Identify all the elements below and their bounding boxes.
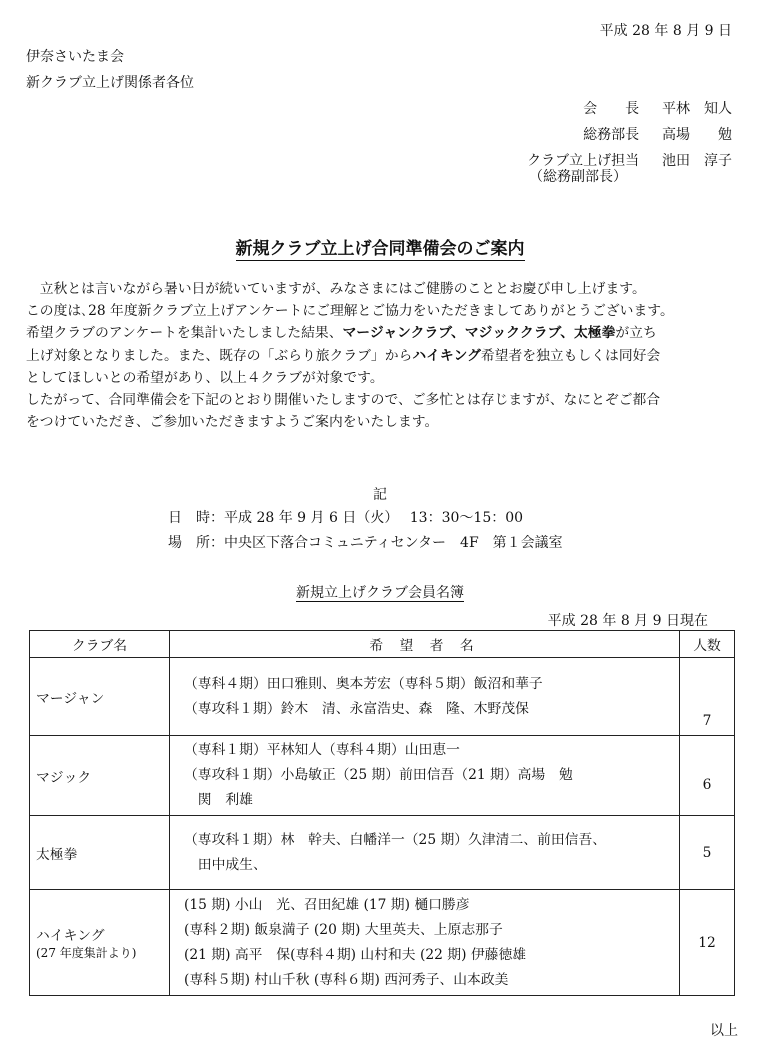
table-title-text: 新規立上げクラブ会員名簿 xyxy=(296,585,464,601)
body-paragraph: この度は､28 年度新クラブ立上げアンケートにご理解とご協力をいただきましてありがとうございます。 xyxy=(26,303,674,320)
document-title xyxy=(0,234,760,259)
club-name: マジック xyxy=(30,736,170,816)
signatory-role: 会 長 xyxy=(583,101,640,117)
body-paragraph: 希望クラブのアンケートを集計いたしました結果、マージャンクラブ、マジッククラブ、太極拳が立ち xyxy=(26,325,657,342)
signatory-role: 総務部長 xyxy=(583,127,640,143)
ki-heading: 記 xyxy=(373,487,387,503)
table-title xyxy=(0,582,760,602)
document-title-text: 新規クラブ立上げ合同準備会のご案内 xyxy=(235,239,525,259)
member-list: （専科１期）平林知人（専科４期）山田恵一 （専攻科１期）小島敏正（25 期）前田信吾（21 期）高場 勉 関 利雄 xyxy=(170,736,680,816)
signatory-name: 高場 勉 xyxy=(662,127,732,143)
header-club: クラブ名 xyxy=(30,631,170,658)
meeting-place: 場 所：中央区下落合コミュニティセンター 4F 第１会議室 xyxy=(168,535,563,551)
signatory-role: クラブ立上げ担当 xyxy=(527,153,640,169)
table-header-row xyxy=(30,631,735,658)
signatory-name: 平林 知人 xyxy=(662,101,732,117)
body-paragraph: 上げ対象となりました。また、既存の「ぶらり旅クラブ」からハイキング希望者を独立もしくは同好会 xyxy=(26,347,661,364)
member-list: （専科４期）田口雅則、奥本芳宏（専科５期）飯沼和華子 （専攻科１期）鈴木 清、永富浩史、森 隆、木野茂保 xyxy=(170,658,680,736)
member-list: （専攻科１期）林 幹夫、白幡洋一（25 期）久津清二、前田信吾、 田中成生、 xyxy=(170,816,680,890)
emphasis-hiking: ハイキング xyxy=(412,347,481,364)
body-text xyxy=(26,278,738,433)
meeting-datetime: 日 時：平成 28 年 9 月 6 日（火） 13：30～15：00 xyxy=(168,510,524,526)
member-count: 12 xyxy=(680,890,735,996)
club-name: マージャン xyxy=(30,658,170,736)
member-count: 6 xyxy=(680,736,735,816)
addressee-org: 伊奈さいたま会 xyxy=(26,49,124,65)
body-paragraph: としてほしいとの希望があり、以上４クラブが対象です。 xyxy=(26,369,384,386)
signatory-chairman xyxy=(583,98,732,118)
club-note: (27 年度集計より) xyxy=(36,945,137,960)
signatory-name: 池田 淳子 xyxy=(662,153,732,169)
header-count: 人数 xyxy=(680,631,735,658)
table-row xyxy=(30,816,735,890)
signatory-note: （総務副部長） xyxy=(529,169,627,185)
signatory-general-affairs xyxy=(583,124,732,144)
addressee-group: 新クラブ立上げ関係者各位 xyxy=(26,75,194,91)
document-date: 平成 28 年 8 月 9 日 xyxy=(599,23,732,39)
body-paragraph: したがって、合同準備会を下記のとおり開催いたしますので、ご多忙とは存じますが、なにとぞご都合 xyxy=(26,392,661,409)
club-name: ハイキング (27 年度集計より) xyxy=(30,890,170,996)
table-row xyxy=(30,890,735,996)
body-paragraph: をつけていただき、ご参加いただきますようご案内をいたします。 xyxy=(26,414,439,431)
body-paragraph: 立秋とは言いながら暑い日が続いていますが、みなさまにはご健勝のこととお慶び申し上げます。 xyxy=(26,281,646,297)
club-name: 太極拳 xyxy=(30,816,170,890)
member-count: 7 xyxy=(680,658,735,736)
member-count: 5 xyxy=(680,816,735,890)
member-table xyxy=(29,630,735,996)
member-list: (15 期) 小山 光、召田紀雄 (17 期) 樋口勝彦 (専科２期) 飯泉満子 (20 期) 大里英夫、上原志那子 (21 期) 高平 保(専科４期) 山村和夫 (22 期) 伊藤徳雄 (専科５期) 村山千秋 (専科６期) 西河秀子、山本政美 xyxy=(170,890,680,996)
as-of-date: 平成 28 年 8 月 9 日現在 xyxy=(547,613,708,629)
table-row xyxy=(30,658,735,736)
header-members: 希 望 者 名 xyxy=(170,631,680,658)
table-row xyxy=(30,736,735,816)
emphasis-clubs: マージャンクラブ、マジッククラブ、太極拳 xyxy=(342,325,616,342)
closing-remark: 以上 xyxy=(710,1023,738,1039)
